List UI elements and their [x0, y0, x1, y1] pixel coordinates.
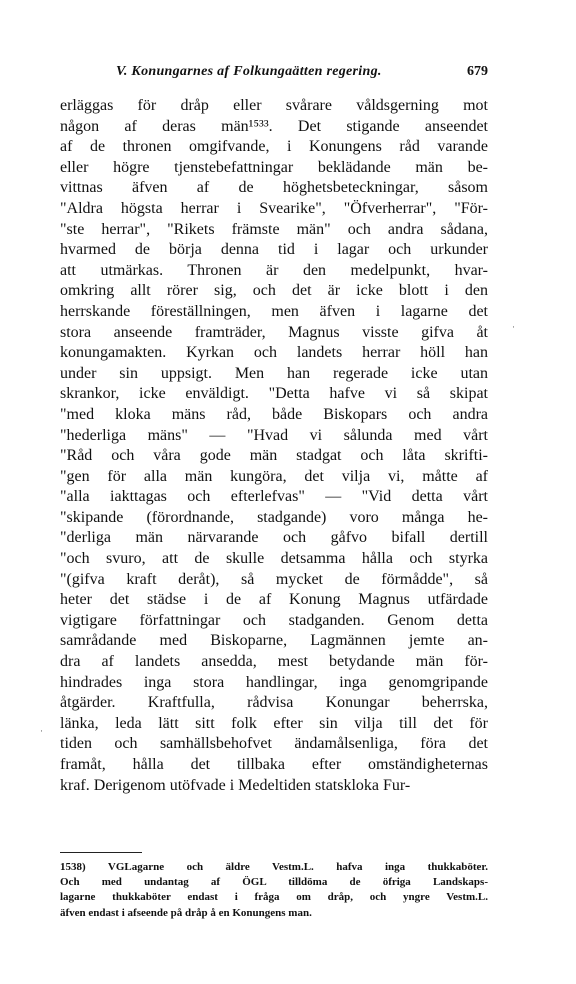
body-line: "hederliga mäns" — "Hvad vi sålunda med vårt — [60, 426, 488, 444]
body-line: af de thronen omgifvande, i Konungens råd varande — [60, 138, 488, 156]
body-line: eller högre tjenstebefattningar beklädande män be- — [60, 158, 488, 176]
body-line: "ste herrar", "Rikets främste män" och andra sådana, — [60, 220, 488, 238]
body-line: vigtigare författningar och stadganden. Genom detta — [60, 611, 488, 629]
body-line: stora anseende framträder, Magnus visste gifva åt — [60, 323, 488, 341]
margin-mark: · — [512, 322, 515, 332]
body-line: "skipande (förordnande, stadgande) voro många he- — [60, 508, 488, 526]
body-line: heter det städse i de af Konung Magnus utfärdade — [60, 591, 488, 609]
body-line: "med kloka mäns råd, både Biskopars och andra — [60, 405, 488, 423]
body-line: hindrades inga stora handlingar, inga genomgripande — [60, 673, 488, 691]
body-line: erläggas för dråp eller svårare våldsgerning mot — [60, 97, 488, 114]
body-line: "alla iakttagas och efterlefvas" — "Vid detta vårt — [60, 488, 488, 506]
body-line: under sin uppsigt. Men han regerade icke utan — [60, 364, 488, 382]
footnote-line: Och med undantag af ÖGL tilldöma de öfriga Landskaps- — [60, 876, 488, 889]
body-text — [60, 96, 488, 796]
footnote-line: äfven endast i afseende på dråp å en Konungens man. — [60, 906, 312, 919]
body-line: länka, leda lätt sitt folk efter sin vilja till det för — [60, 714, 488, 732]
running-head — [58, 64, 488, 84]
footnote — [60, 860, 488, 921]
body-line: kraf. Derigenom utöfvade i Medeltiden statskloka Fur- — [60, 776, 411, 794]
body-line: samrådande med Biskoparne, Lagmännen jemte an- — [60, 632, 488, 650]
footnote-line: lagarne thukkaböter endast i fråga om dråp, och yngre Vestm.L. — [60, 891, 488, 904]
body-line: tiden och samhällsbehofvet ändamålsenliga, föra det — [60, 735, 488, 753]
body-line: "(gifva kraft deråt), så mycket de förmådde", så — [60, 570, 488, 588]
footnote-divider — [60, 852, 142, 853]
body-line: "och svuro, att de skulle detsamma hålla och styrka — [60, 550, 488, 568]
body-line: någon af deras män¹⁵³³. Det stigande anseendet — [60, 117, 488, 135]
body-line: vittnas äfven af de höghetsbeteckningar, såsom — [60, 179, 488, 197]
body-line: omkring allt rörer sig, och det är icke blott i den — [60, 282, 488, 300]
body-line: framåt, hålla det tillbaka efter omständigheternas — [60, 756, 488, 773]
body-line: "gen för alla män kungöra, det vilja vi, måtte af — [60, 467, 488, 485]
page-number: 679 — [467, 64, 488, 79]
body-line: att utmärkas. Thronen är den medelpunkt, hvar- — [60, 261, 488, 279]
footnote-line: 1538) VGLagarne och äldre Vestm.L. hafva inga thukkaböter. — [60, 861, 488, 873]
body-line: skrankor, icke enväldigt. "Detta hafve vi så skipat — [60, 385, 488, 403]
body-line: "derliga män närvarande och gåfvo bifall dertill — [60, 529, 488, 547]
body-line: "Råd och våra gode män stadgat och låta skrifti- — [60, 447, 488, 465]
body-line: konungamakten. Kyrkan och landets herrar höll han — [60, 344, 488, 362]
body-line: dra af landets ansedda, mest betydande män för- — [60, 653, 488, 671]
running-title: V. Konungarnes af Folkungaätten regering. — [116, 64, 382, 79]
body-line: hvarmed de börja denna tid i lagar och urkunder — [60, 241, 488, 259]
body-line: herrskande föreställningen, men äfven i lagarne det — [60, 302, 488, 320]
margin-mark: · — [40, 726, 43, 736]
body-line: "Aldra högsta herrar i Svearike", "Öfverherrar", "För- — [60, 199, 488, 217]
body-line: åtgärder. Kraftfulla, rådvisa Konungar beherrska, — [60, 694, 488, 712]
